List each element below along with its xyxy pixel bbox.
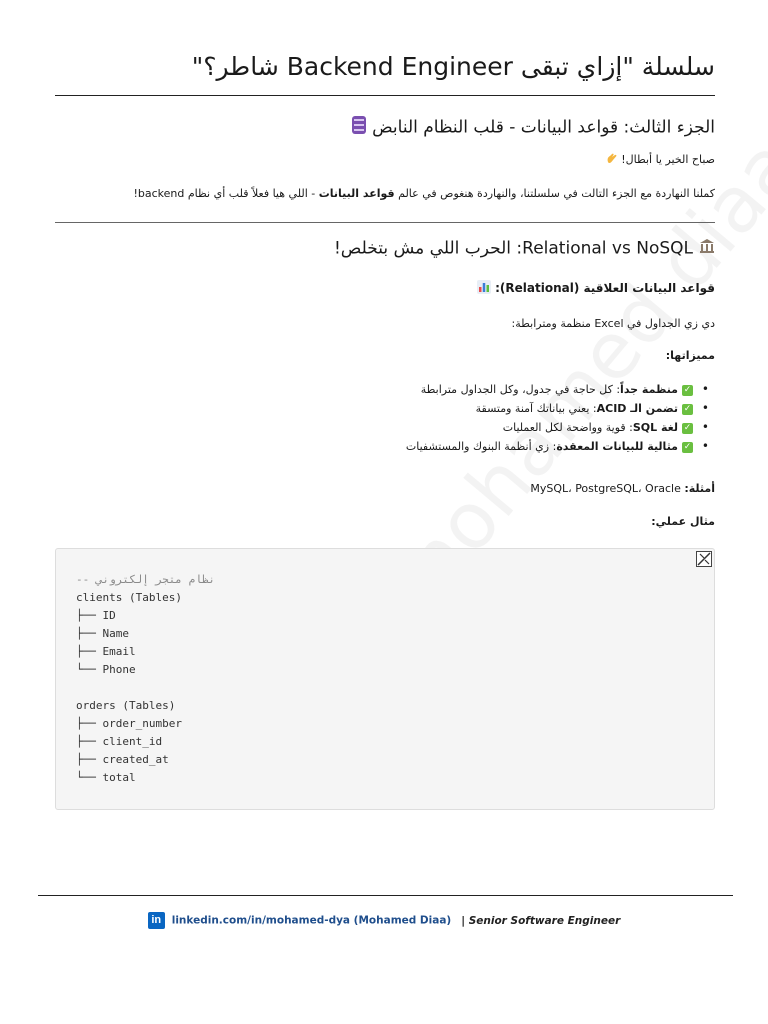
copy-icon[interactable] <box>696 551 712 567</box>
examples-text: MySQL، PostgreSQL، Oracle <box>530 482 685 495</box>
part-heading <box>351 115 715 140</box>
feature-bold: لغة SQL <box>632 421 678 434</box>
feature-text: : زي أنظمة البنوك والمستشفيات <box>405 440 557 453</box>
code-line: clients (Tables) <box>76 591 182 604</box>
greeting <box>605 152 715 168</box>
intro-bold: قواعد البيانات <box>318 187 395 200</box>
bank-icon <box>699 238 715 259</box>
check-icon: ✓ <box>683 384 692 395</box>
intro-text-end: - اللي هيا فعلاً قلب أي نظام backend! <box>133 187 319 200</box>
code-line: └── Phone <box>76 663 136 676</box>
title-divider <box>55 95 715 96</box>
feature-bold: مثالية للبيانات المعقدة <box>556 440 678 453</box>
check-icon: ✓ <box>683 403 692 414</box>
feature-bold: تضمن الـ ACID <box>596 402 678 415</box>
features-list <box>406 380 715 456</box>
footer-role: | Senior Software Engineer <box>461 914 621 927</box>
code-line: └── total <box>76 771 136 784</box>
check-icon: ✓ <box>683 422 692 433</box>
code-content <box>76 571 215 787</box>
code-line: ├── client_id <box>76 735 163 748</box>
code-line: ├── Email <box>76 645 136 658</box>
relational-heading-text: قواعد البيانات العلاقية (Relational): <box>495 281 715 295</box>
feature-text: : قوية وواضحة لكل العمليات <box>502 421 633 434</box>
wave-hand-icon <box>605 152 618 168</box>
relational-description: دي زي الجداول في Excel منظمة ومترابطة: <box>511 317 715 330</box>
check-icon: ✓ <box>683 441 692 452</box>
code-block <box>55 548 715 810</box>
code-line: ├── order_number <box>76 717 182 730</box>
section-heading <box>334 238 715 259</box>
examples-label: أمثلة: <box>684 482 715 495</box>
code-line: ├── Name <box>76 627 129 640</box>
relational-heading <box>477 280 715 297</box>
section-divider <box>55 222 715 223</box>
page-title: سلسلة "إزاي تبقى Backend Engineer شاطر؟" <box>191 52 715 81</box>
greeting-text: صباح الخير يا أبطال! <box>621 153 715 166</box>
intro-text-start: كملنا النهاردة مع الجزء التالت في سلسلتنا، والنهاردة هنغوص في عالم <box>394 187 715 200</box>
footer <box>0 912 768 929</box>
code-line: ├── created_at <box>76 753 169 766</box>
intro-paragraph <box>133 187 715 200</box>
bar-chart-icon <box>477 280 491 297</box>
list-item <box>406 418 715 437</box>
feature-bold: منظمة جداً <box>620 383 678 396</box>
section-heading-text: Relational vs NoSQL: الحرب اللي مش بتخلص! <box>333 238 693 259</box>
feature-text: : كل حاجة في جدول، وكل الجداول مترابطة <box>420 383 621 396</box>
part-heading-text: الجزء الثالث: قواعد البيانات - قلب النظام النابض <box>372 117 715 138</box>
list-item <box>406 437 715 456</box>
linkedin-link[interactable]: linkedin.com/in/mohamed-dya (Mohamed Diaa) <box>171 914 452 927</box>
features-title: مميزاتها: <box>665 349 715 362</box>
list-item <box>406 380 715 399</box>
feature-text: : يعني بياناتك آمنة ومتسقة <box>475 402 597 415</box>
code-comment: -- نظام متجر إلكتروني <box>76 573 216 586</box>
linkedin-icon[interactable]: in <box>148 912 165 929</box>
list-item <box>406 399 715 418</box>
code-line: orders (Tables) <box>76 699 176 712</box>
footer-divider <box>38 895 733 896</box>
code-line: ├── ID <box>76 609 116 622</box>
practical-example-label: مثال عملي: <box>651 515 715 528</box>
examples-line <box>530 482 715 495</box>
database-icon <box>351 115 367 140</box>
